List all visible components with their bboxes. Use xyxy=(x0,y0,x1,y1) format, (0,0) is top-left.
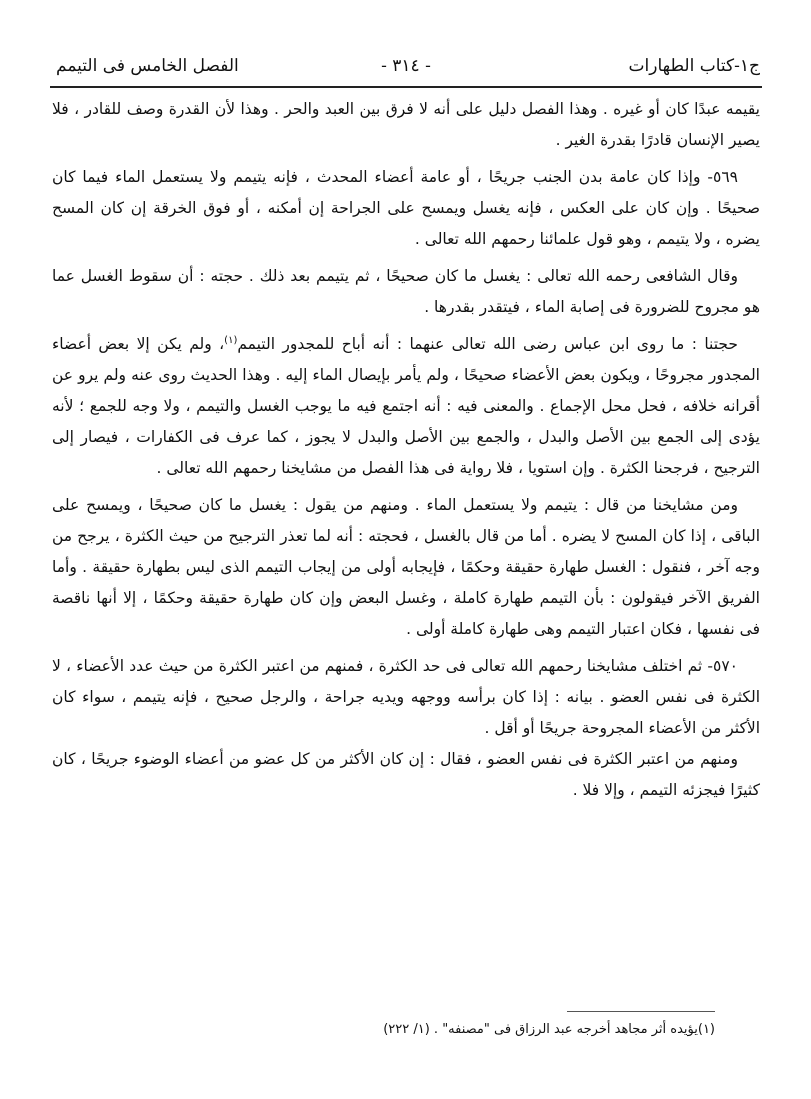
paragraph: ومن مشايخنا من قال : يتيمم ولا يستعمل الماء . ومنهم من يقول : يغسل ما كان صحيحًا ، ويمسح على الباقى ، إذا كان المسح لا يضره . أما من قال بالغسل ، فحجته : أنه لما تعذر الترجيح من حيث الكثرة ، يرجح من وجه آخر ، فنقول : الغسل طهارة حقيقة وحكمًا ، فإيجابه أولى من إيجاب التيمم الذى ليس بطهارة حقيقة . وأما الفريق الآخر فيقولون : بأن التيمم طهارة كاملة ، وغسل البعض وإن كان طهارة حقيقة وحكمًا ، إلا أنها ناقصة فى نفسها ، فكان اعتبار التيمم وهى طهارة كاملة أولى . xyxy=(52,496,760,638)
footnote-divider xyxy=(567,1011,715,1012)
paragraph xyxy=(52,329,760,484)
chapter-title: الفصل الخامس فى التيمم xyxy=(56,56,239,76)
main-text xyxy=(52,94,760,806)
footnote-reference[interactable]: (١) xyxy=(224,334,238,346)
paragraph-570: ٥٧٠- ثم اختلف مشايخنا رحمهم الله تعالى فى حد الكثرة ، فمنهم من اعتبر الكثرة من حيث عدد الأعضاء ، لا الكثرة فى نفس العضو . بيانه : إذا كان برأسه ووجهه ويديه جراحة ، والرجل صحيح ، فإنه يتيمم ، سواء كان الأكثر من الأعضاء المجروحة جريحًا أو أقل . xyxy=(52,657,760,737)
header-divider xyxy=(50,86,762,88)
page-header xyxy=(50,50,762,84)
paragraph-569: ٥٦٩- وإذا كان عامة بدن الجنب جريحًا ، أو عامة أعضاء المحدث ، فإنه يتيمم ولا يستعمل الماء فيما كان صحيحًا . وإن كان على العكس ، فإنه يغسل ويمسح على الجراحة إن أمكنه ، أو فوق الخرقة إن كان المسح يضره ، ولا يتيمم ، وهو قول علمائنا رحمهم الله تعالى . xyxy=(52,168,760,248)
footnote: (١)يؤيده أثر مجاهد أخرجه عبد الرزاق فى "مصنفه" . (١/ ٢٢٢) xyxy=(383,1022,715,1037)
paragraph-text: حجتنا : ما روى ابن عباس رضى الله تعالى عنهما : أنه أباح للمجدور التيمم xyxy=(237,335,739,353)
paragraph: ومنهم من اعتبر الكثرة فى نفس العضو ، فقال : إن كان الأكثر من كل عضو من أعضاء الوضوء جريحًا ، كان كثيرًا فيجزئه التيمم ، وإلا فلا . xyxy=(52,750,760,799)
paragraph-text: ، ولم يكن إلا بعض أعضاء المجدور مجروحًا ، ويكون بعض الأعضاء صحيحًا ، ولم يأمر بإيصال الماء إليه . وهذا الحديث روى عنه ولم يرو عن أقرانه خلافه ، فحل محل الإجماع . والمعنى فيه : أنه اجتمع فيه ما يوجب الغسل والتيمم ، ولا وجه للجمع ؛ لأنه يؤدى إلى الجمع بين الأصل والبدل ، والجمع بين الأصل والبدل لا يجوز ، كما عرف فى الكفارات ، فيصار إلى الترجيح ، فرجحنا الكثرة . وإن استويا ، فلا رواية فى هذا الفصل من مشايخنا رحمهم الله تعالى . xyxy=(52,335,760,477)
book-title: ج١-كتاب الطهارات xyxy=(628,56,760,76)
page-number: - ٣١٤ - xyxy=(381,56,431,76)
paragraph: يقيمه عبدًا كان أو غيره . وهذا الفصل دليل على أنه لا فرق بين العبد والحر . وهذا لأن القدرة وصف للقادر ، فلا يصير الإنسان قادرًا بقدرة الغير . xyxy=(52,100,760,149)
paragraph: وقال الشافعى رحمه الله تعالى : يغسل ما كان صحيحًا ، ثم يتيمم بعد ذلك . حجته : أن سقوط الغسل عما هو مجروح للضرورة فى إصابة الماء ، فيتقدر بقدرها . xyxy=(52,267,760,316)
